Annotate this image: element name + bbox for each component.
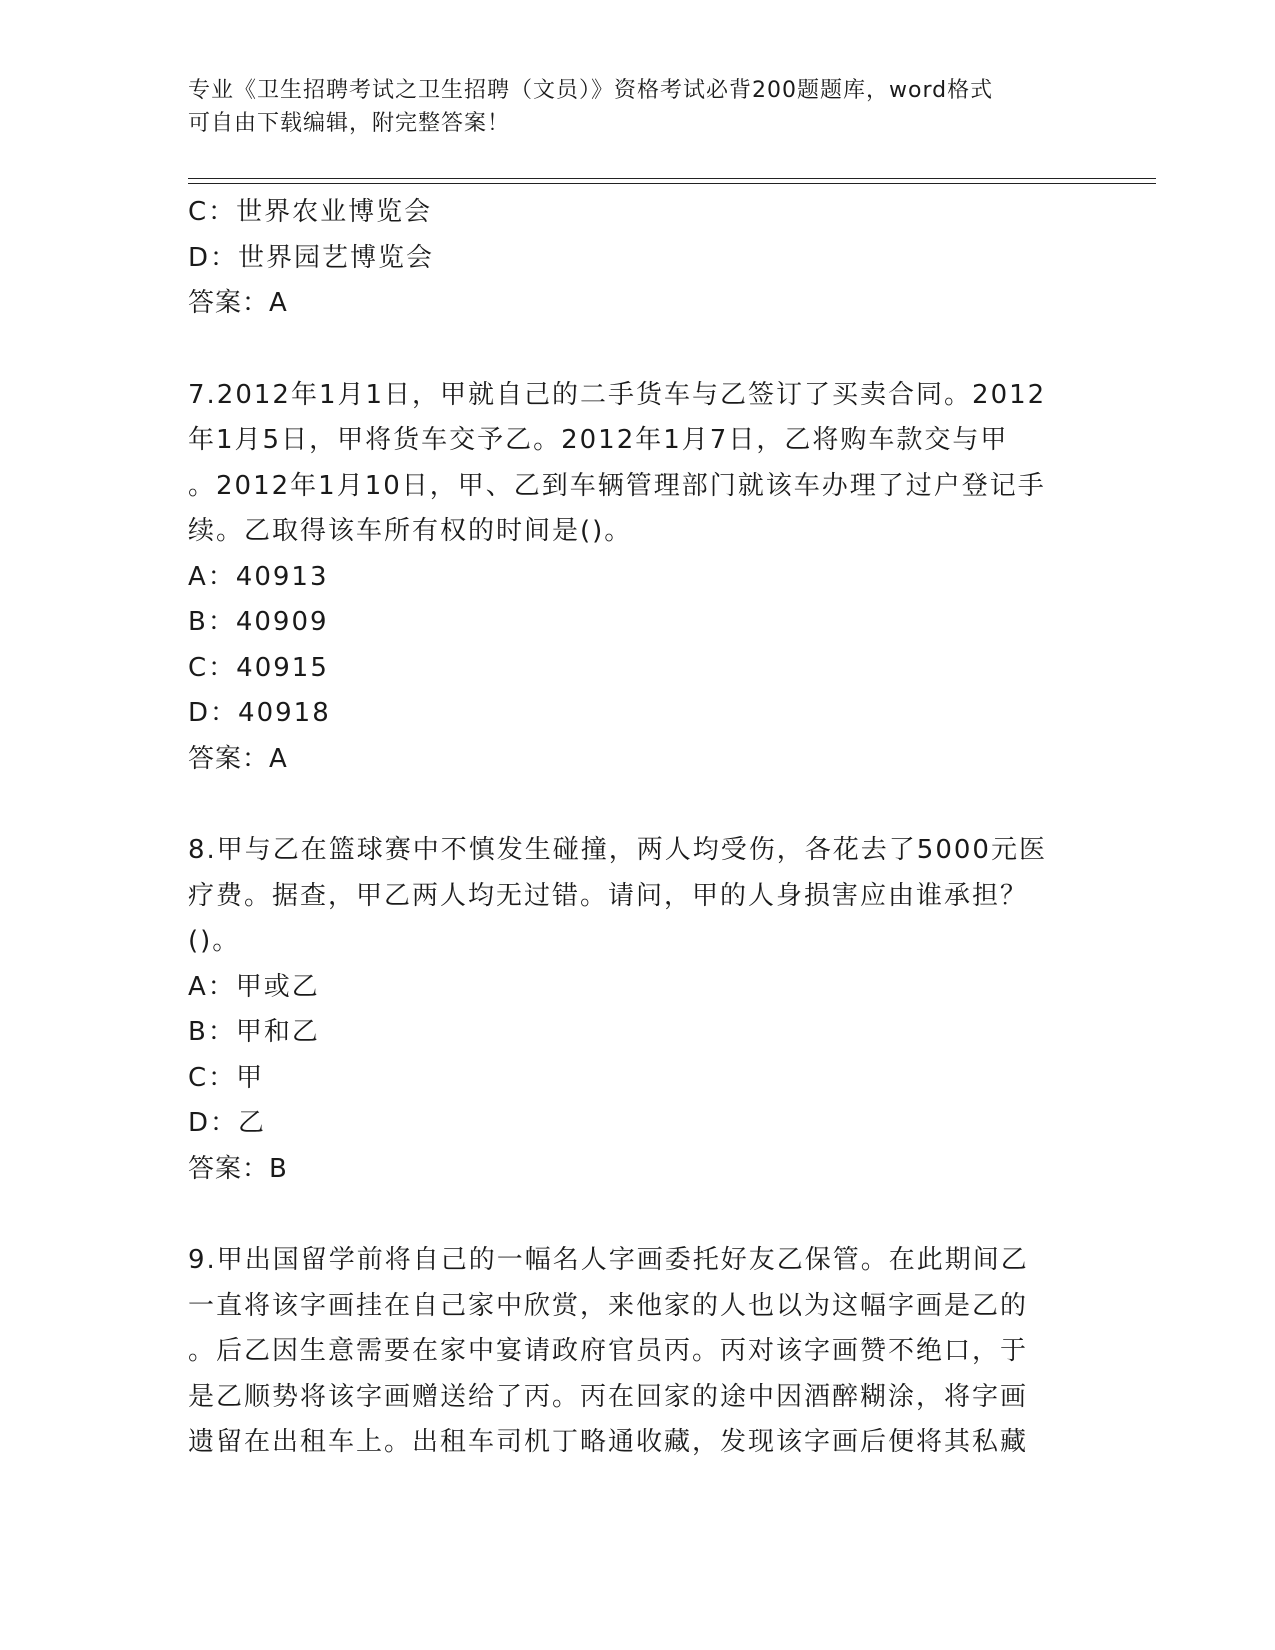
q7-answer: 答案：A	[188, 743, 288, 774]
question-content	[188, 190, 1088, 1466]
q7-text-line-2: 年1月5日，甲将货车交予乙。2012年1月7日，乙将购车款交与甲	[188, 425, 1009, 455]
q8-option-c: C：甲	[188, 1062, 265, 1093]
q7-text-line-1: 7.2012年1月1日，甲就自己的二手货车与乙签订了买卖合同。2012	[188, 379, 1047, 410]
q8-text-line-1: 8.甲与乙在篮球赛中不慎发生碰撞，两人均受伤，各花去了5000元医	[188, 835, 1047, 865]
q8-option-b: B：甲和乙	[188, 1017, 320, 1047]
header-divider-bottom	[188, 183, 1156, 184]
q7-option-c: C：40915	[188, 652, 329, 683]
header-divider-top	[188, 178, 1156, 179]
q7-text-line-3: 。2012年1月10日，甲、乙到车辆管理部门就该车办理了过户登记手	[188, 470, 1046, 501]
q9-text-line-4: 是乙顺势将该字画赠送给了丙。丙在回家的途中因酒醉糊涂，将字画	[188, 1381, 1029, 1412]
q8-text-line-3: ()。	[188, 926, 241, 956]
spacer	[188, 327, 1088, 373]
q7-option-a: A：40913	[188, 561, 329, 592]
q9-text-line-2: 一直将该字画挂在自己家中欣赏，来他家的人也以为这幅字画是乙的	[188, 1290, 1029, 1321]
header-line-1: 专业《卫生招聘考试之卫生招聘（文员）》资格考试必背200题题库，word格式	[188, 78, 994, 103]
q7-option-d: D：40918	[188, 698, 331, 728]
q8-text-line-2: 疗费。据查，甲乙两人均无过错。请问，甲的人身损害应由谁承担？	[188, 880, 1029, 911]
q8-answer: 答案：B	[188, 1153, 288, 1184]
document-header	[188, 74, 1068, 140]
q6-option-c: C：世界农业博览会	[188, 197, 433, 227]
header-line-2: 可自由下载编辑，附完整答案！	[188, 111, 511, 136]
q6-answer: 答案：A	[188, 288, 288, 318]
q9-text-line-5: 遗留在出租车上。出租车司机丁略通收藏，发现该字画后便将其私藏	[188, 1427, 1029, 1457]
q8-option-a: A：甲或乙	[188, 971, 320, 1002]
q9-text-line-1: 9.甲出国留学前将自己的一幅名人字画委托好友乙保管。在此期间乙	[188, 1245, 1029, 1275]
q7-text-line-4: 续。乙取得该车所有权的时间是()。	[188, 516, 633, 546]
spacer	[188, 782, 1088, 828]
q7-option-b: B：40909	[188, 607, 329, 637]
q8-option-d: D：乙	[188, 1108, 267, 1138]
q9-text-line-3: 。后乙因生意需要在家中宴请政府官员丙。丙对该字画赞不绝口，于	[188, 1336, 1029, 1366]
spacer	[188, 1192, 1088, 1238]
q6-option-d: D：世界园艺博览会	[188, 242, 435, 273]
